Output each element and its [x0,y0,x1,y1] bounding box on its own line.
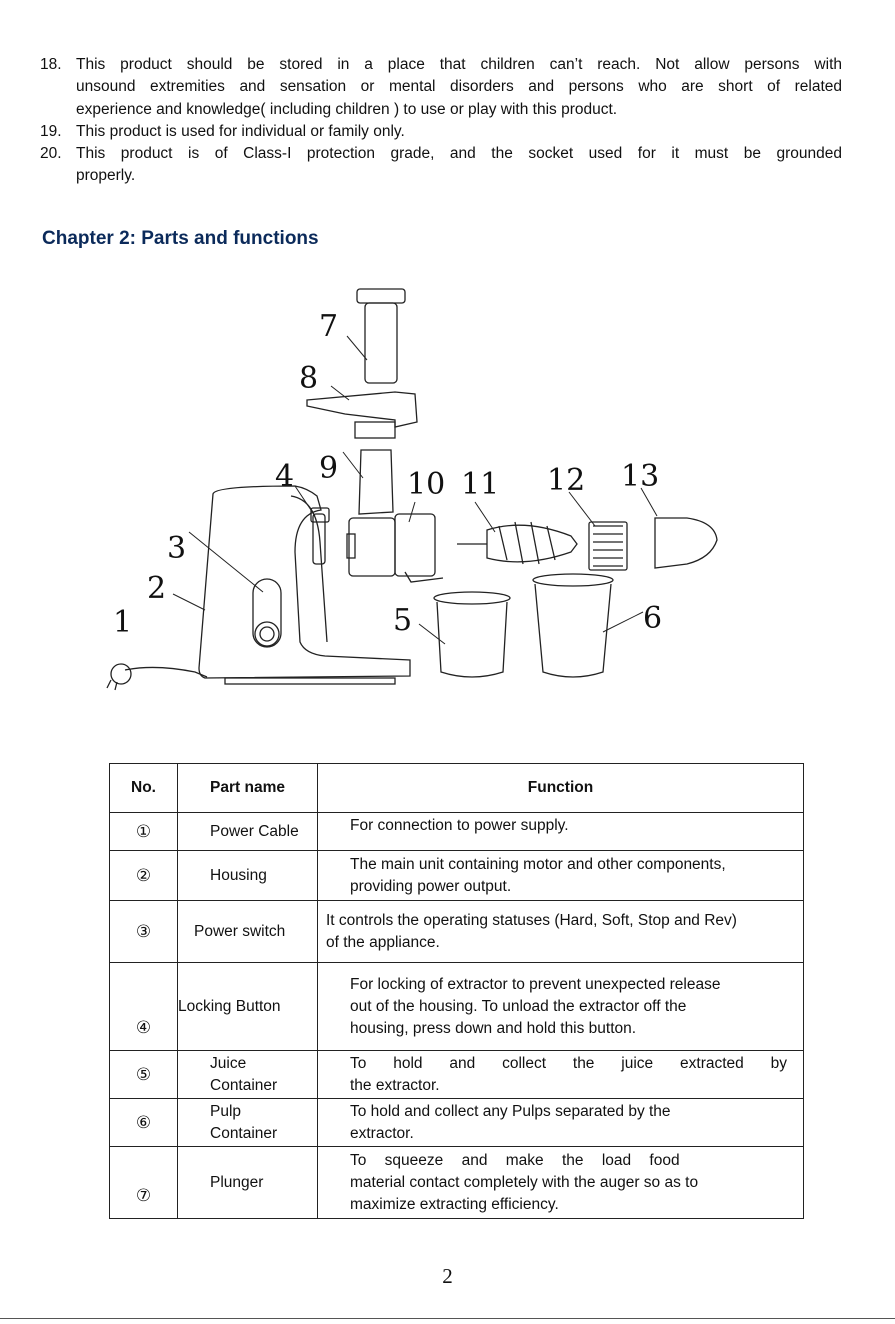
table-row [110,1099,804,1147]
table-row [110,901,804,963]
note-number: 20. [40,145,62,163]
row-number: ① [110,813,178,851]
header-function: Function [318,764,804,813]
part-name: Plunger [178,1147,318,1219]
extractor-drawing [347,514,443,582]
part-name: Juice Container [178,1051,318,1099]
part-name: Power Cable [178,813,318,851]
safety-notes-list [40,54,842,188]
part-function: For connection to power supply. [318,813,804,851]
row-number: ③ [110,901,178,963]
note-item [40,143,842,188]
table-row [110,1147,804,1219]
table-row [110,1051,804,1099]
row-number: ④ [110,963,178,1051]
part-function: The main unit containing motor and other components, providing power output. [318,851,804,901]
callout-5: 5 [393,603,413,638]
part-function: It controls the operating statuses (Hard, Soft, Stop and Rev) of the appliance. [318,901,804,963]
power-cable-drawing [107,664,207,690]
row-number: ⑤ [110,1051,178,1099]
header-part-name: Part name [178,764,318,813]
note-line: properly. [76,167,136,185]
callout-9: 9 [319,451,339,486]
table-row [110,963,804,1051]
pulp-container-drawing [533,574,613,677]
part-function: To hold and collect any Pulps separated by the extractor. [318,1099,804,1147]
parts-table [109,763,804,1219]
row-number: ② [110,851,178,901]
row-number: ⑦ [110,1147,178,1219]
note-line: experience and knowledge( including children ) to use or play with this product. [76,100,618,118]
juice-container-drawing [434,592,510,677]
header-no: No. [110,764,178,813]
plunger-drawing [357,289,405,383]
note-item [40,54,842,121]
auger-drawing [457,522,577,564]
part-name: Power switch [178,901,318,963]
part-name: Pulp Container [178,1099,318,1147]
feed-chute-drawing [359,450,393,514]
note-item [40,121,842,143]
part-name: Housing [178,851,318,901]
callout-12: 12 [547,463,586,498]
note-line: This product is of Class-I protection grade, and the socket used for it must be grounded [76,145,842,163]
part-function: For locking of extractor to prevent unexpected release out of the housing. To unload the extractor off the housing, press down and hold this button. [318,963,804,1051]
callout-13: 13 [621,459,660,494]
callout-10: 10 [407,467,446,502]
page-number: 2 [442,1264,453,1288]
lid-drawing [307,392,417,438]
part-function: To hold and collect the juice extracted by the extractor. [318,1051,804,1099]
table-row [110,851,804,901]
callout-4: 4 [275,459,295,494]
juicer-exploded-diagram [95,282,735,712]
note-number: 18. [40,56,62,73]
part-function: To squeeze and make the load food material contact completely with the auger so as to maximize extracting efficiency. [318,1147,804,1219]
chapter-heading: Chapter 2: Parts and functions [42,228,319,249]
note-line: unsound extremities and sensation or mental disorders and persons who are short of related [76,78,842,96]
note-line: This product is used for individual or family only. [76,122,405,140]
callout-3: 3 [167,531,187,566]
table-header-row [110,764,804,813]
callout-1: 1 [113,605,133,640]
table-row [110,813,804,851]
callout-8: 8 [299,361,319,396]
spout-cap-drawing [655,518,717,568]
filter-drawing [589,522,627,570]
note-number: 19. [40,122,62,140]
note-line: This product should be stored in a place that children can’t reach. Not allow persons with [76,56,842,73]
row-number: ⑥ [110,1099,178,1147]
callout-11: 11 [461,467,500,502]
callout-6: 6 [643,601,663,636]
footer-rule [0,1318,895,1319]
callout-7: 7 [319,309,339,344]
housing-drawing [199,486,413,684]
callout-2: 2 [147,571,167,606]
part-name: Locking Button [178,963,318,1051]
